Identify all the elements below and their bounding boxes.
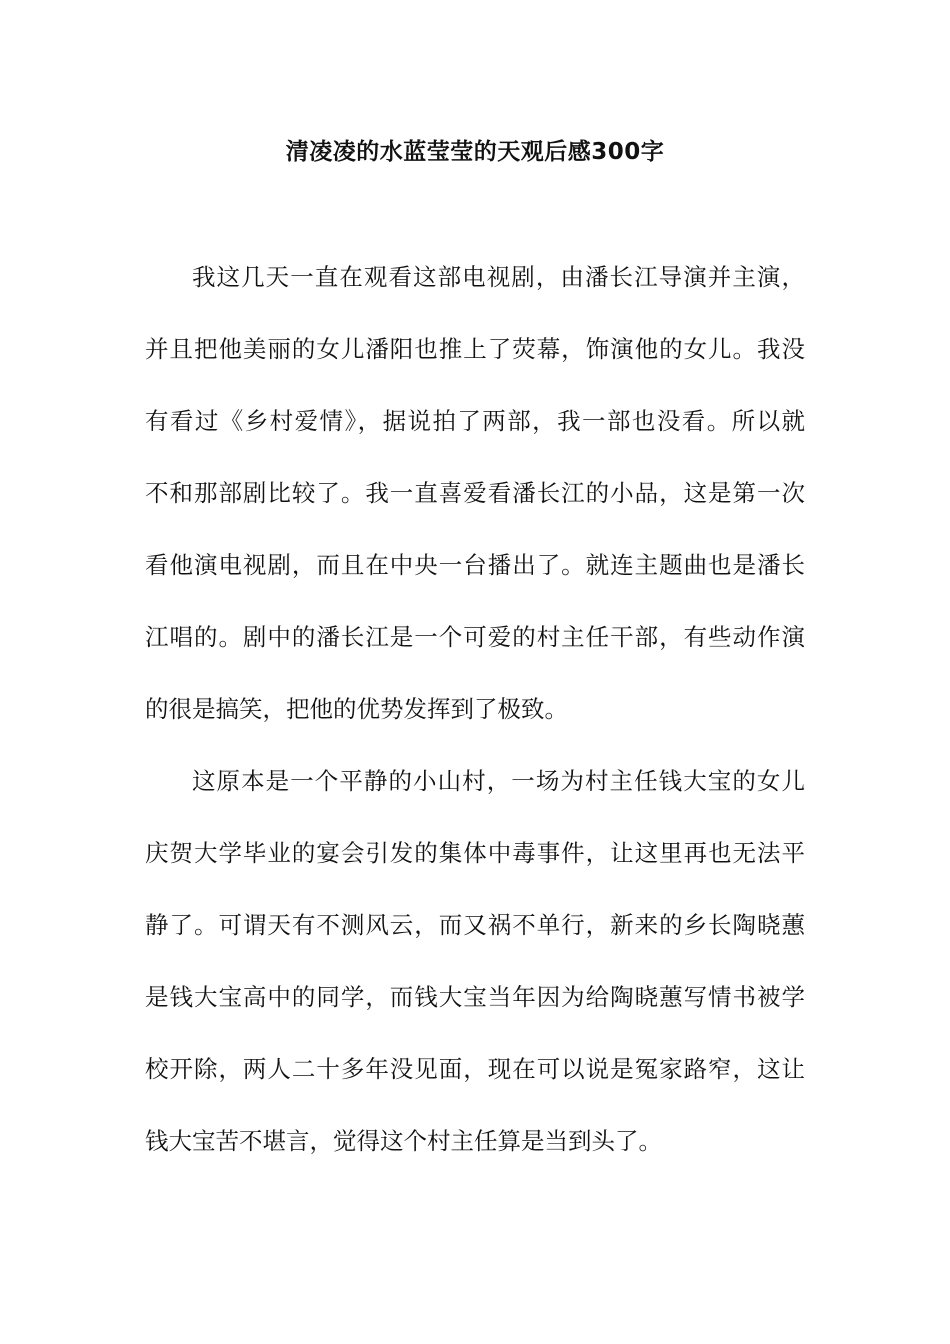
paragraph-line: 庆贺大学毕业的宴会引发的集体中毒事件，让这里再也无法平 xyxy=(145,839,805,867)
paragraph-line: 有看过《乡村爱情》，据说拍了两部，我一部也没看。所以就 xyxy=(145,407,805,435)
paragraph-line: 我这几天一直在观看这部电视剧，由潘长江导演并主演， xyxy=(192,263,805,291)
document-body xyxy=(145,262,805,1198)
document-title: 清凌凌的水蓝莹莹的天观后感300字 xyxy=(285,139,665,165)
paragraph-2 xyxy=(145,766,805,1198)
paragraph-line: 这原本是一个平静的小山村，一场为村主任钱大宝的女儿 xyxy=(192,767,805,795)
paragraph-line: 并且把他美丽的女儿潘阳也推上了荧幕，饰演他的女儿。我没 xyxy=(145,335,805,363)
paragraph-line: 江唱的。剧中的潘长江是一个可爱的村主任干部，有些动作演 xyxy=(145,623,805,651)
paragraph-line: 钱大宝苦不堪言，觉得这个村主任算是当到头了。 xyxy=(145,1127,662,1155)
paragraph-line: 的很是搞笑，把他的优势发挥到了极致。 xyxy=(145,695,568,723)
paragraph-line: 是钱大宝高中的同学，而钱大宝当年因为给陶晓蕙写情书被学 xyxy=(145,983,805,1011)
paragraph-line: 校开除，两人二十多年没见面，现在可以说是冤家路窄，这让 xyxy=(145,1055,805,1083)
paragraph-line: 不和那部剧比较了。我一直喜爱看潘长江的小品，这是第一次 xyxy=(145,479,805,507)
paragraph-line: 看他演电视剧，而且在中央一台播出了。就连主题曲也是潘长 xyxy=(145,551,805,579)
paragraph-line: 静了。可谓天有不测风云，而又祸不单行，新来的乡长陶晓蕙 xyxy=(145,911,805,939)
paragraph-1 xyxy=(145,262,805,766)
